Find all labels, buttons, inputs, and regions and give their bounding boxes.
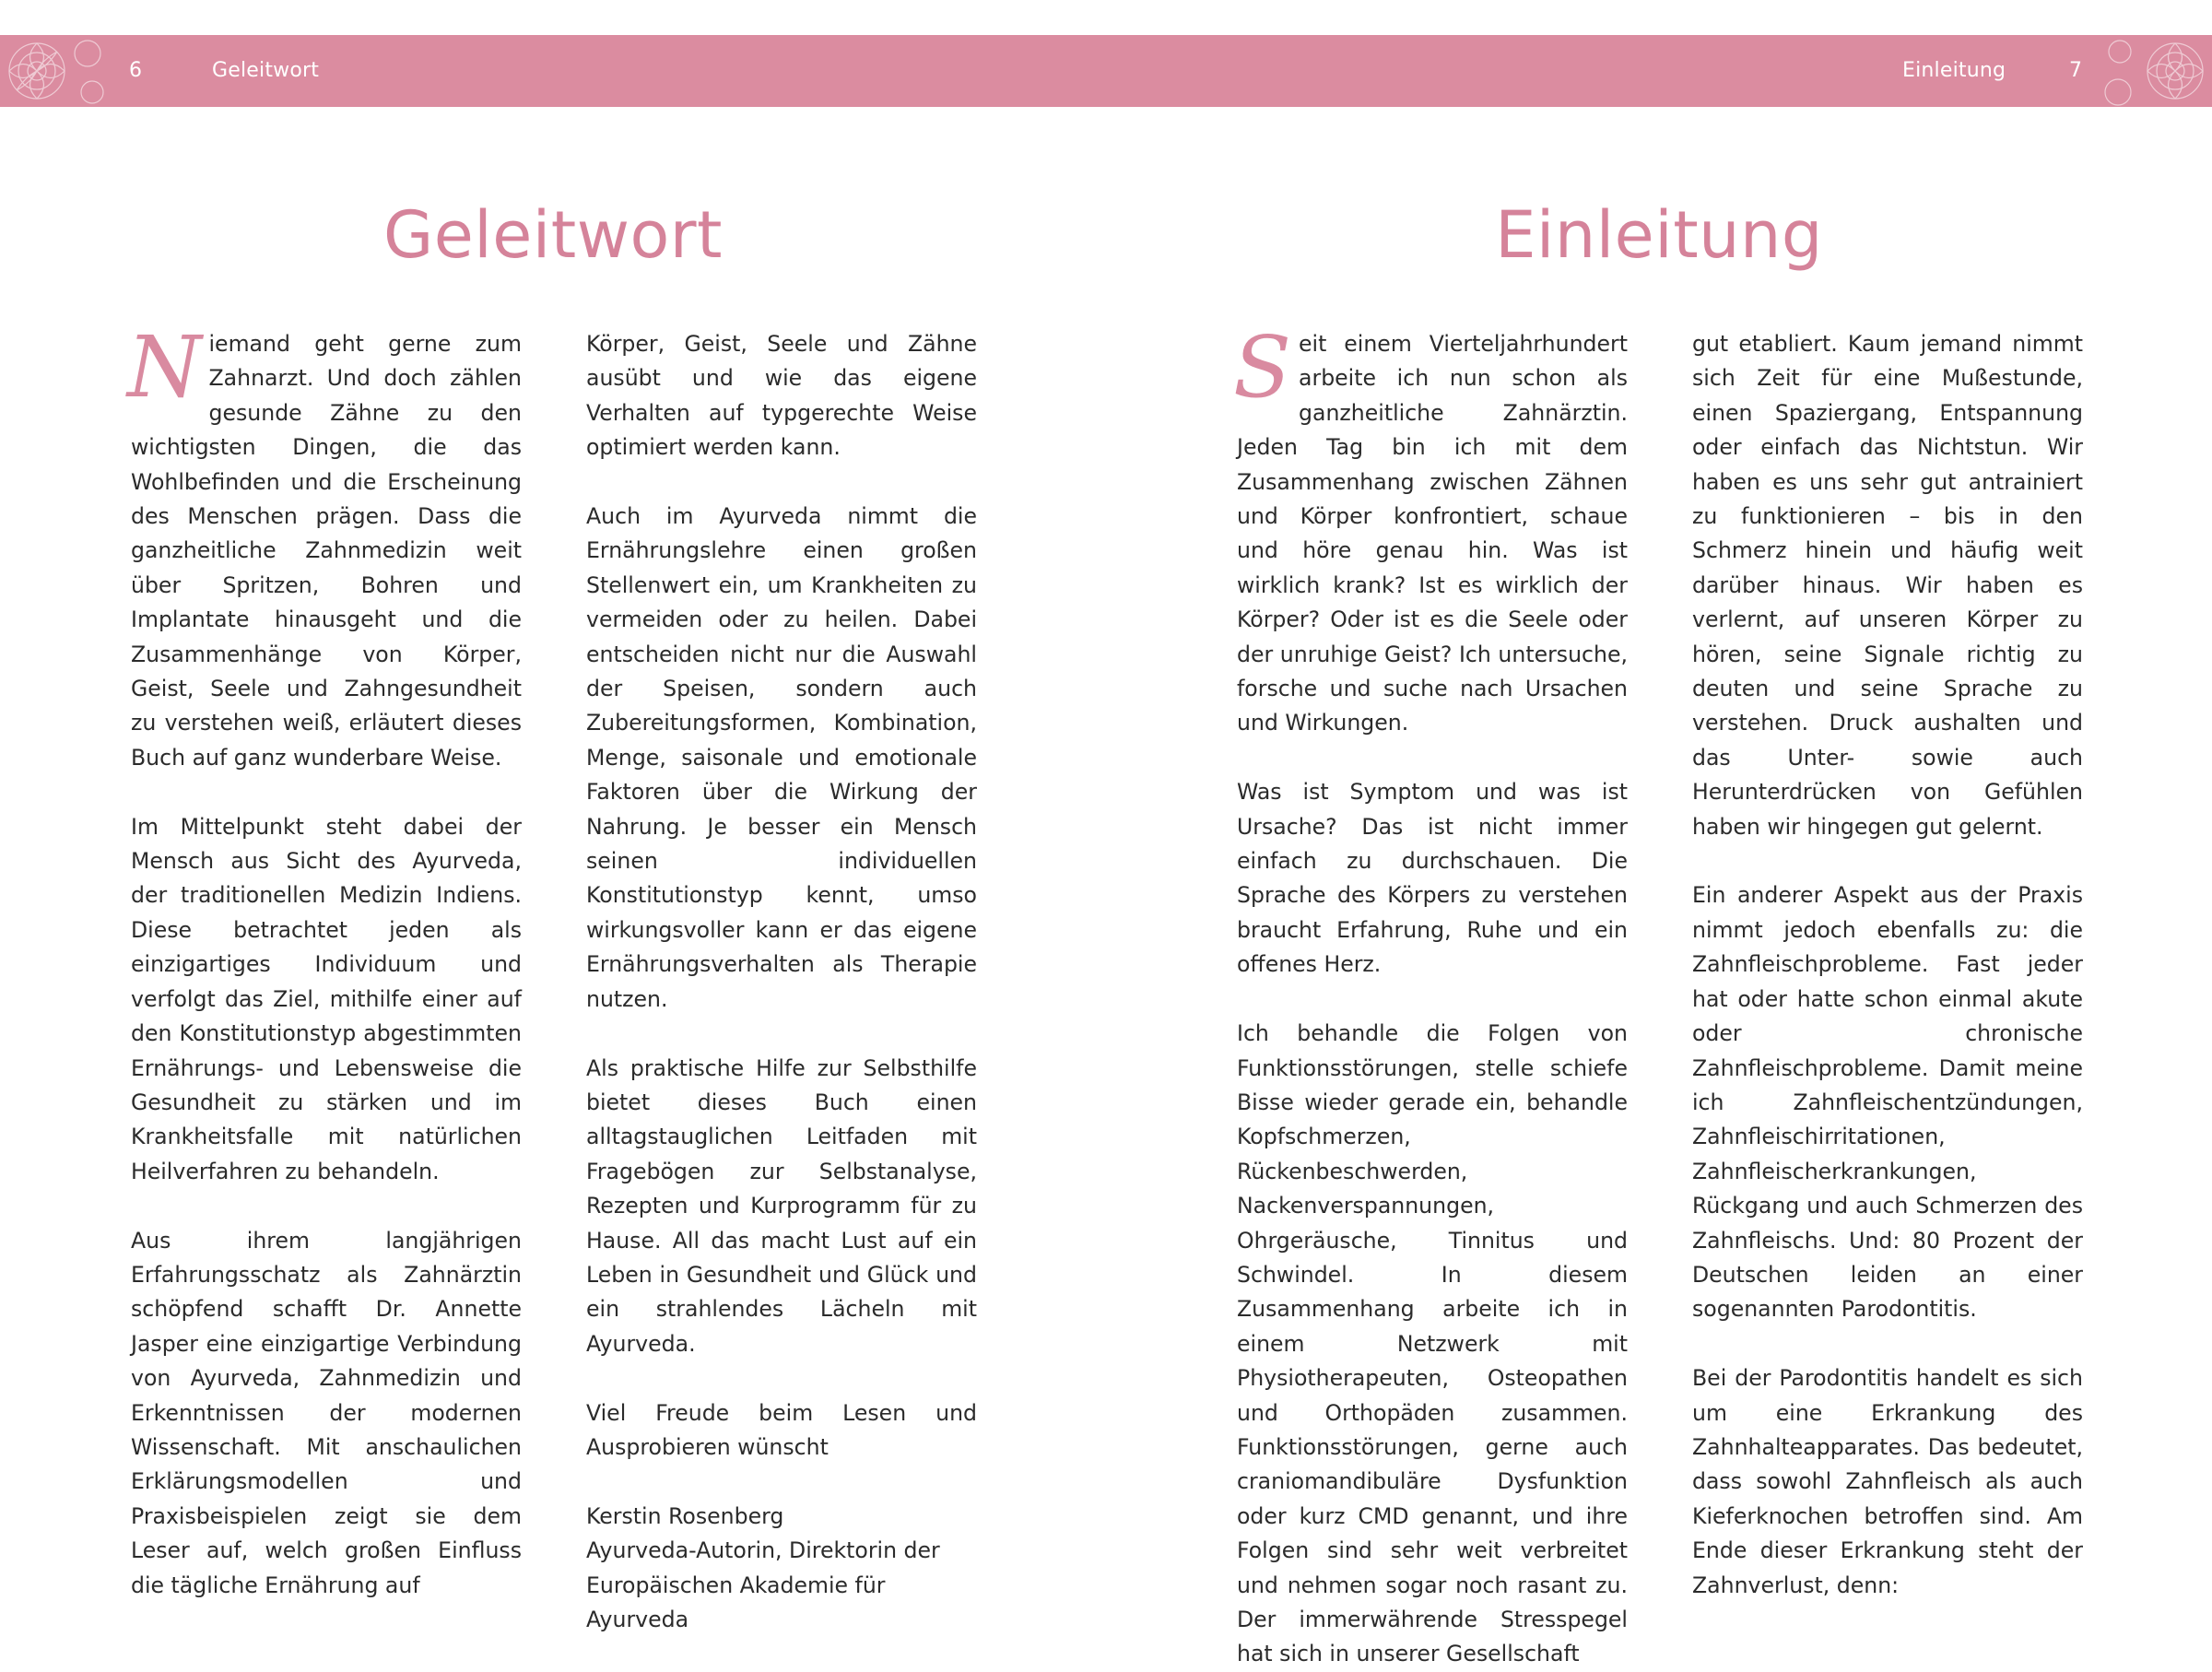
right-page-number: 7: [2069, 59, 2083, 82]
paragraph: gut etabliert. Kaum jemand nimmt sich Zeit für eine Mußestunde, einen Spaziergang, Entspannung oder einfach das Nichtstun. Wir haben es uns sehr gut antrainiert zu funktionieren – bis in den Schmerz hinein und häufig weit darüber hinaus. Wir haben es verlernt, auf unseren Körper zu hören, seine Signale richtig zu deuten und seine Sprache zu verstehen. Druck aushalten und das Unter- sowie auch Herunterdrücken von Gefühlen haben wir hingegen gut gelernt.: [1692, 331, 2083, 840]
paragraph: Aus ihrem langjährigen Erfahrungsschatz als Zahnärztin schöpfend schafft Dr. Annette Jasper eine einzigartige Verbindung von Ayurveda, Zahnmedizin und Erkenntnissen der modernen Wissenschaft. Mit anschaulichen Erklärungsmodellen und Praxisbeispielen zeigt sie dem Leser auf, welch großen Einfluss die tägliche Ernährung auf: [131, 1227, 522, 1598]
paragraph: Als praktische Hilfe zur Selbsthilfe bietet dieses Buch einen alltagstauglichen Leitfaden mit Fragebögen zur Selbstanalyse, Rezepten und Kurprogramm für zu Hause. All das macht Lust auf ein Leben in Gesundheit und Glück und ein strahlendes Lächeln mit Ayurveda.: [586, 1054, 977, 1357]
drop-cap: N: [127, 318, 202, 417]
text-column-right-2: [1692, 327, 2083, 1603]
paragraph: Auch im Ayurveda nimmt die Ernährungslehre einen großen Stellenwert ein, um Krankheiten zu vermeiden oder zu heilen. Dabei entscheiden nicht nur die Auswahl der Speisen, sondern auch Zubereitungsformen, Kombination, Menge, saisonale und emotionale Faktoren über die Wirkung der Nahrung. Je besser ein Mensch seinen individuellen Konstitutionstyp kennt, umso wirkungsvoller kann er das eigene Ernährungsverhalten als Therapie nutzen.: [586, 503, 977, 1012]
running-header: [0, 35, 2212, 107]
mandala-ornament-icon: [0, 35, 120, 107]
page-title-geleitwort: Geleitwort: [382, 197, 724, 273]
page-title-einleitung: Einleitung: [1495, 197, 1823, 273]
paragraph: Bei der Parodontitis handelt es sich um eine Erkrankung des Zahnhalteapparates. Das bedeutet, dass sowohl Zahnfleisch als auch Kieferknochen betroffen sind. Am Ende dieser Erkrankung steht der Zahnverlust, denn:: [1692, 1365, 2083, 1598]
signature-name: Kerstin Rosenberg: [586, 1502, 784, 1529]
text-column-right-1: [1233, 318, 1628, 1672]
paragraph: Viel Freude beim Lesen und Ausprobieren wünscht: [586, 1399, 977, 1460]
left-running-title: Geleitwort: [212, 59, 320, 82]
text-column-left-2: [586, 327, 977, 1637]
paragraph: Was ist Symptom und was ist Ursache? Das ist nicht immer einfach zu durchschauen. Die Sprache des Körpers zu verstehen braucht Erfahrung, Ruhe und ein offenes Herz.: [1237, 779, 1628, 978]
left-page-number: 6: [129, 59, 143, 82]
right-running-title: Einleitung: [1902, 59, 2006, 82]
paragraph: Niemand geht gerne zum Zahnarzt. Und doch zählen gesunde Zähne zu den wichtigsten Dingen, die das Wohlbefinden und die Erscheinung des Menschen prägen. Dass die ganzheitliche Zahnmedizin weit über Spritzen, Bohren und Implantate hinausgeht und die Zusammenhänge von Körper, Geist, Seele und Zahngesundheit zu verstehen weiß, erläutert dieses Buch auf ganz wunderbare Weise.: [127, 318, 522, 771]
signature: [586, 1500, 977, 1638]
paragraph: Ein anderer Aspekt aus der Praxis nimmt jedoch ebenfalls zu: die Zahnfleischprobleme. Fast jeder hat oder hatte schon einmal akute oder chronische Zahnfleischprobleme. Damit meine ich Zahnfleischentzündungen, Zahnfleischirritationen, Zahnfleischerkrankungen, Rückgang und auch Schmerzen des Zahnfleischs. Und: 80 Prozent der Deutschen leiden an einer sogenannten Parodontitis.: [1692, 882, 2083, 1323]
signature-role: Ayurveda-Autorin, Direktorin der Europäischen Akademie für Ayurveda: [586, 1537, 940, 1632]
paragraph: Im Mittelpunkt steht dabei der Mensch aus Sicht des Ayurveda, der traditionellen Medizin Indiens. Diese betrachtet jeden als einzigartiges Individuum und verfolgt das Ziel, mithilfe einer auf den Konstitutionstyp abgestimmten Ernährungs- und Lebensweise die Gesundheit zu stärken und im Krankheitsfalle mit natürlichen Heilverfahren zu behandeln.: [131, 813, 522, 1184]
mandala-ornament-icon: [2092, 35, 2212, 107]
drop-cap: S: [1233, 318, 1292, 417]
paragraph: Seit einem Vierteljahrhundert arbeite ich nun schon als ganzheitliche Zahnärztin. Jeden Tag bin ich mit dem Zusammenhang zwischen Zähnen und Körper konfrontiert, schaue und höre genau hin. Was ist wirklich krank? Ist es wirklich der Körper? Oder ist es die Seele oder der unruhige Geist? Ich untersuche, forsche und suche nach Ursachen und Wirkungen.: [1233, 318, 1628, 736]
text-column-left-1: [127, 318, 522, 1603]
paragraph: Körper, Geist, Seele und Zähne ausübt und wie das eigene Verhalten auf typgerechte Weise optimiert werden kann.: [586, 331, 977, 461]
paragraph: Ich behandle die Folgen von Funktionsstörungen, stelle schiefe Bisse wieder gerade ein, behandle Kopfschmerzen, Rückenbeschwerden, Nackenverspannungen, Ohrgeräusche, Tinnitus und Schwindel. In diesem Zusammenhang arbeite ich in einem Netzwerk mit Physiotherapeuten, Osteopathen und Orthopäden zusammen. Funktionsstörungen, gerne auch craniomandibuläre Dysfunktion oder kurz CMD genannt, und ihre Folgen sind sehr weit verbreitet und nehmen sogar noch rasant zu. Der immerwährende Stresspegel hat sich in unserer Gesellschaft: [1237, 1020, 1628, 1667]
